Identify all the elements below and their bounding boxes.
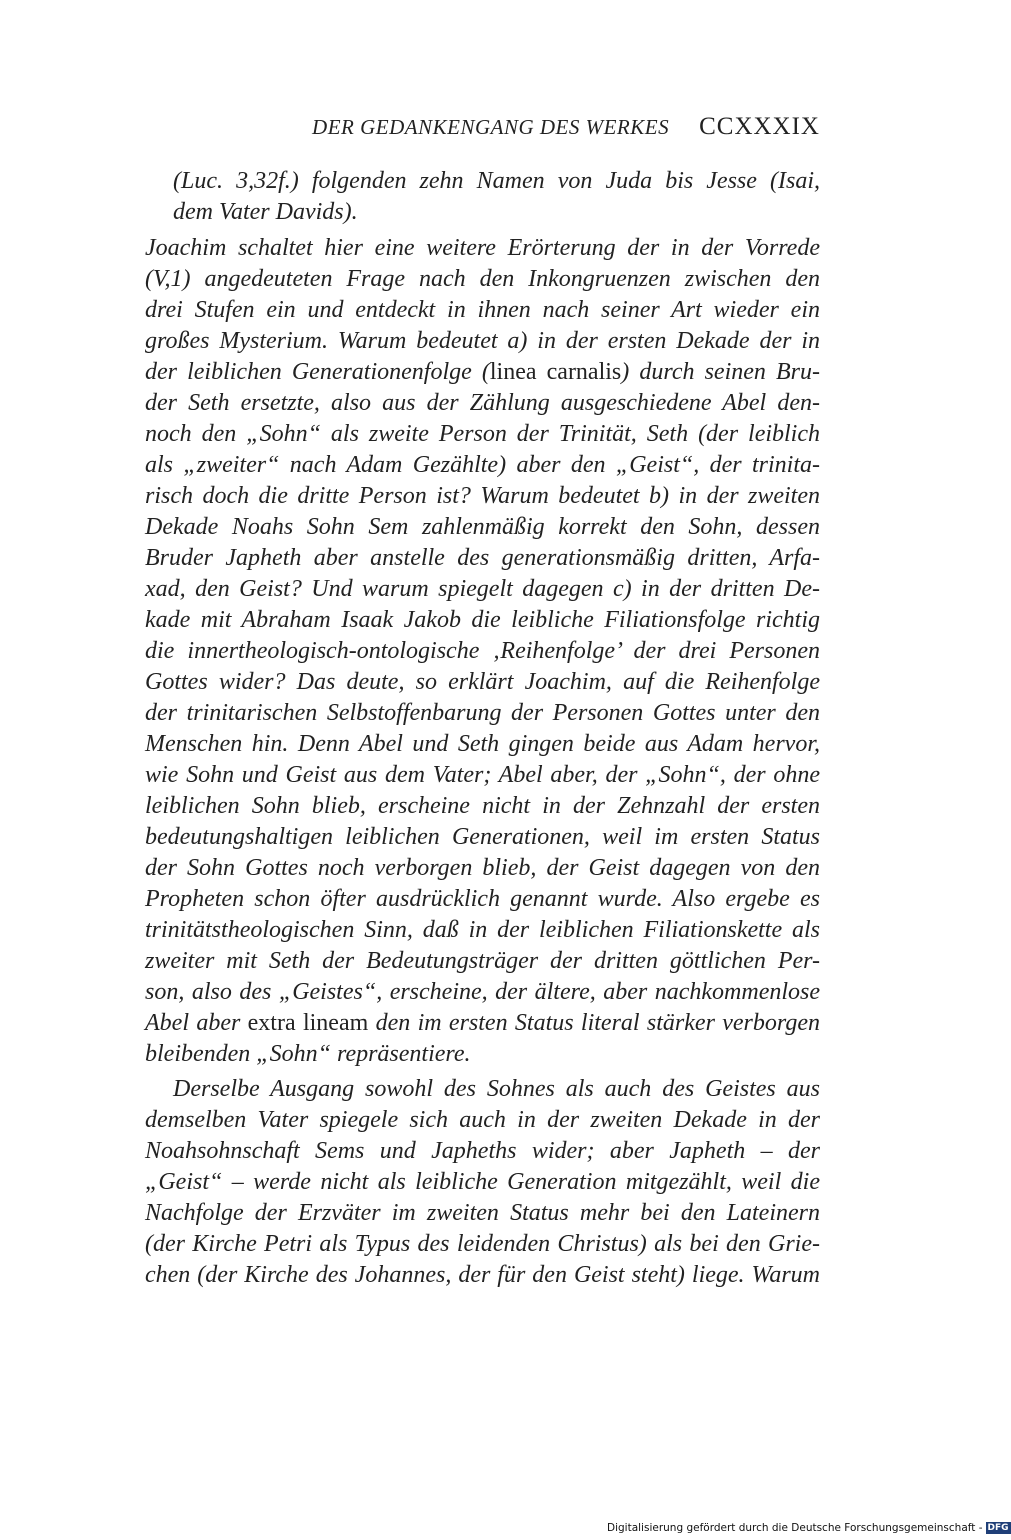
text-line: Propheten schon öfter ausdrücklich genannt wurde. Also ergebe es: [145, 886, 820, 912]
text-line: Derselbe Ausgang sowohl des Sohnes als auch des Geistes aus: [173, 1076, 820, 1102]
text-line: bedeutungshaltigen leiblichen Generationen, weil im ersten Status: [145, 824, 820, 850]
text-line: Joachim schaltet hier eine weitere Erörterung der in der Vorrede: [145, 235, 820, 261]
text-line: chen (der Kirche des Johannes, der für den Geist steht) liege. Warum: [145, 1262, 820, 1288]
text-line: demselben Vater spiegele sich auch in der zweiten Dekade in der: [145, 1107, 820, 1133]
text-line: Dekade Noahs Sohn Sem zahlenmäßig korrekt den Sohn, dessen: [145, 514, 820, 540]
text-line: die innertheologisch-ontologische ‚Reihenfolge’ der drei Personen: [145, 638, 820, 664]
text-line: großes Mysterium. Warum bedeutet a) in der ersten Dekade der in: [145, 328, 820, 354]
text-line: der Seth ersetzte, also aus der Zählung ausgeschiedene Abel den-: [145, 390, 820, 416]
text-line: Gottes wider? Das deute, so erklärt Joachim, auf die Reihenfolge: [145, 669, 820, 695]
text-line: Bruder Japheth aber anstelle des generationsmäßig dritten, Arfa-: [145, 545, 820, 571]
text-line: xad, den Geist? Und warum spiegelt dagegen c) in der dritten De-: [145, 576, 820, 602]
text-line: zweiter mit Seth der Bedeutungsträger der dritten göttlichen Per-: [145, 948, 820, 974]
text-line: dem Vater Davids).: [173, 199, 358, 225]
text-line: Menschen hin. Denn Abel und Seth gingen beide aus Adam hervor,: [145, 731, 820, 757]
text-line: trinitätstheologischen Sinn, daß in der leiblichen Filiationskette als: [145, 917, 820, 943]
text-line: bleibenden „Sohn“ repräsentiere.: [145, 1041, 471, 1067]
text-line: kade mit Abraham Isaak Jakob die leibliche Filiationsfolge richtig: [145, 607, 820, 633]
text-line: „Geist“ – werde nicht als leibliche Generation mitgezählt, weil die: [145, 1169, 820, 1195]
running-head-title: DER GEDANKENGANG DES WERKES: [312, 115, 670, 139]
text-line: leiblichen Sohn blieb, erscheine nicht in der Zehnzahl der ersten: [145, 793, 820, 819]
text-line: drei Stufen ein und entdeckt in ihnen nach seiner Art wieder ein: [145, 297, 820, 323]
text-segment: den im ersten Status literal stärker verborgen: [368, 1010, 820, 1036]
text-line: (der Kirche Petri als Typus des leidenden Christus) als bei den Grie-: [145, 1231, 820, 1257]
text-line: (Luc. 3,32f.) folgenden zehn Namen von Juda bis Jesse (Isai,: [173, 168, 820, 194]
latin-term: extra lineam: [247, 1010, 369, 1036]
running-head: [145, 112, 820, 145]
latin-term: linea carnalis: [489, 359, 622, 385]
text-line: [145, 1008, 820, 1039]
text-line: Nachfolge der Erzväter im zweiten Status mehr bei den Lateinern: [145, 1200, 820, 1226]
text-line: (V,1) angedeuteten Frage nach den Inkongruenzen zwischen den: [145, 266, 820, 292]
text-line: [145, 357, 820, 388]
page-number: CCXXXIX: [699, 113, 820, 140]
text-line: Noahsohnschaft Sems und Japheths wider; aber Japheth – der: [145, 1138, 820, 1164]
text-line: der trinitarischen Selbstoffenbarung der Personen Gottes unter den: [145, 700, 820, 726]
text-line: risch doch die dritte Person ist? Warum bedeutet b) in der zweiten: [145, 483, 820, 509]
text-segment: der leiblichen Generationenfolge (: [145, 359, 490, 385]
text-segment: Abel aber: [145, 1010, 248, 1036]
credit-text: Digitalisierung gefördert durch die Deutsche Forschungsgemeinschaft -: [607, 1522, 983, 1534]
text-segment: ) durch seinen Bru-: [621, 359, 820, 385]
text-line: als „zweiter“ nach Adam Gezählte) aber den „Geist“, der trinita-: [145, 452, 820, 478]
text-line: noch den „Sohn“ als zweite Person der Trinität, Seth (der leiblich: [145, 421, 820, 447]
text-line: wie Sohn und Geist aus dem Vater; Abel aber, der „Sohn“, der ohne: [145, 762, 820, 788]
text-line: der Sohn Gottes noch verborgen blieb, der Geist dagegen von den: [145, 855, 820, 881]
text-line: son, also des „Geistes“, erscheine, der ältere, aber nachkommenlose: [145, 979, 820, 1005]
dfg-logo: DFG: [987, 1523, 1009, 1533]
digitization-credit: [607, 1521, 1009, 1535]
